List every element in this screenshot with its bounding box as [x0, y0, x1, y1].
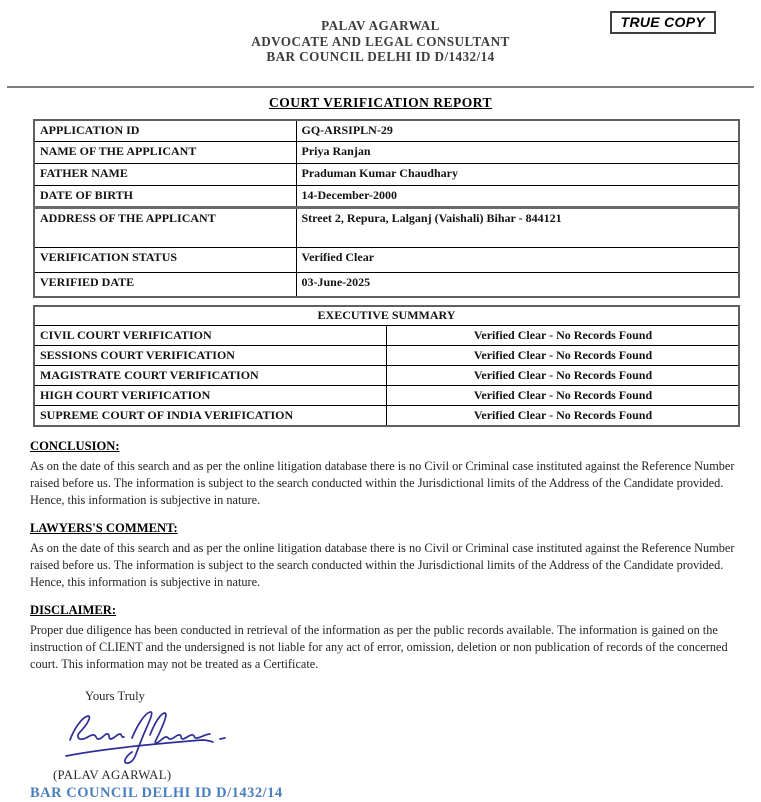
- table-row: [34, 326, 739, 346]
- table-row: [34, 406, 739, 427]
- table-row: [34, 386, 739, 406]
- field-value: Verified Clear: [296, 248, 739, 273]
- field-label: VERIFIED DATE: [34, 273, 296, 297]
- court-label: HIGH COURT VERIFICATION: [34, 386, 387, 406]
- section-conclusion: [30, 439, 735, 509]
- section-lawyers-comment: [30, 521, 735, 591]
- table-row: [34, 164, 739, 186]
- verification-result: Verified Clear - No Records Found: [387, 386, 740, 406]
- court-label: SUPREME COURT OF INDIA VERIFICATION: [34, 406, 387, 427]
- field-label: VERIFICATION STATUS: [34, 248, 296, 273]
- table-row: [34, 186, 739, 208]
- field-value: Street 2, Repura, Lalganj (Vaishali) Bihar - 844121: [296, 208, 739, 248]
- applicant-details-table: [33, 119, 740, 298]
- letterhead-role: ADVOCATE AND LEGAL CONSULTANT: [251, 33, 510, 49]
- table-row: [34, 120, 739, 142]
- letterhead-bar-id: BAR COUNCIL DELHI ID D/1432/14: [266, 49, 495, 64]
- table-row: [34, 273, 739, 297]
- table-row: [34, 248, 739, 273]
- table-row: [34, 208, 739, 248]
- section-body: As on the date of this search and as per the online litigation database there is no Civil or Criminal case instituted against the Reference Number raised before us. The information is subject to the search conducted within the Jurisdictional limits of the Address of the Candidate provided. Hence, this information is subjective in nature.: [30, 459, 735, 507]
- header-divider: [7, 86, 754, 88]
- verification-result: Verified Clear - No Records Found: [387, 366, 740, 386]
- field-label: APPLICATION ID: [34, 120, 296, 142]
- field-label: NAME OF THE APPLICANT: [34, 142, 296, 164]
- report-title: COURT VERIFICATION REPORT: [268, 94, 493, 110]
- bar-council-id-line: BAR COUNCIL DELHI ID D/1432/14: [30, 785, 283, 801]
- field-value: Praduman Kumar Chaudhary: [296, 164, 739, 186]
- verification-result: Verified Clear - No Records Found: [387, 406, 740, 427]
- table-row: [34, 366, 739, 386]
- signatory-name: (PALAV AGARWAL): [53, 768, 172, 782]
- executive-summary-table: [33, 305, 740, 428]
- closing-text: Yours Truly: [85, 689, 145, 703]
- true-copy-stamp: TRUE COPY: [610, 11, 716, 34]
- section-heading: LAWYERS'S COMMENT:: [30, 521, 178, 535]
- section-body: Proper due diligence has been conducted in retrieval of the information as per the public records available. The information is gained on the instruction of CLIENT and the undersigned is not liable for any act of error, omission, deletion or non publication of records of the concerned court. This information may not be treated as a Certificate.: [30, 623, 728, 671]
- field-label: FATHER NAME: [34, 164, 296, 186]
- table-header-row: [34, 306, 739, 326]
- table-row: [34, 346, 739, 366]
- verification-result: Verified Clear - No Records Found: [387, 326, 740, 346]
- section-heading: DISCLAIMER:: [30, 603, 117, 617]
- signature-image: [52, 708, 761, 766]
- field-value: 03-June-2025: [296, 273, 739, 297]
- field-value: 14-December-2000: [296, 186, 739, 208]
- court-label: SESSIONS COURT VERIFICATION: [34, 346, 387, 366]
- section-body: As on the date of this search and as per the online litigation database there is no Civil or Criminal case instituted against the Reference Number raised before us. The information is subject to the search conducted within the Jurisdictional limits of the Address of the Candidate provided. Hence, this information is subjective in nature.: [30, 541, 735, 589]
- field-label: ADDRESS OF THE APPLICANT: [34, 208, 296, 248]
- executive-summary-title: EXECUTIVE SUMMARY: [34, 306, 739, 326]
- section-disclaimer: [30, 603, 735, 673]
- verification-result: Verified Clear - No Records Found: [387, 346, 740, 366]
- field-label: DATE OF BIRTH: [34, 186, 296, 208]
- field-value: Priya Ranjan: [296, 142, 739, 164]
- letterhead-name: PALAV AGARWAL: [321, 18, 440, 33]
- table-row: [34, 142, 739, 164]
- section-heading: CONCLUSION:: [30, 439, 120, 453]
- court-label: MAGISTRATE COURT VERIFICATION: [34, 366, 387, 386]
- field-value: GQ-ARSIPLN-29: [296, 120, 739, 142]
- court-label: CIVIL COURT VERIFICATION: [34, 326, 387, 346]
